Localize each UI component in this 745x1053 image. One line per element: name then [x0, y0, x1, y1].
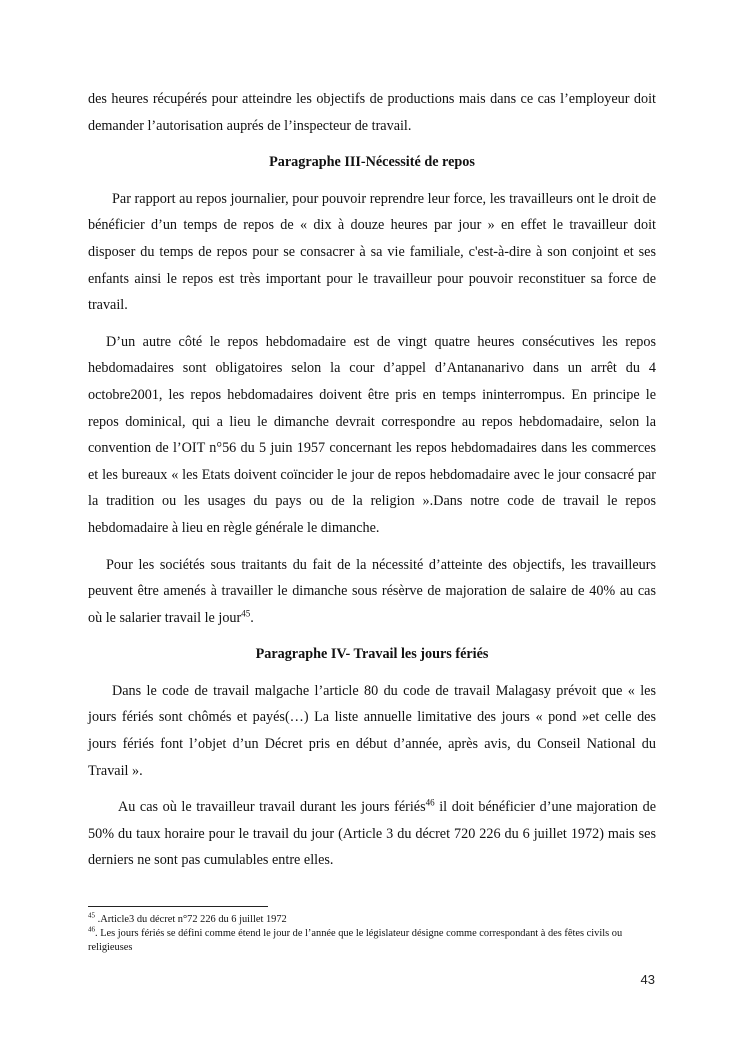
paragraph-repos-hebdomadaire: D’un autre côté le repos hebdomadaire est de vingt quatre heures consécutives les repos hebdomadaires sont obligatoires selon la cour d’appel d’Antananarivo dans un arrêt du 4 octobre2001, les repos hebdomadaires doivent être pris en temps ininterrompus. En principe le repos dominical, qui a lieu le dimanche devrait correspondre au repos hebdomadaire, selon la convention de l’OIT n°56 du 5 juin 1957 concernant les repos hebdomadaires dans les commerces et les bureaux « les Etats doivent coïncider le jour de repos hebdomadaire avec le jour consacré par la tradition ou les usages du pays ou de la religion ».Dans notre code de travail le repos hebdomadaire à lieu en règle générale le dimanche.	[88, 333, 656, 536]
paragraph-repos-journalier: Par rapport au repos journalier, pour pouvoir reprendre leur force, les travailleurs ont le droit de bénéficier d’un temps de repos de « dix à douze heures par jour » en effet le travailleur doit disposer du temps de repos pour se consacrer à sa vie familiale, c'est-à-dire à son conjoint et ses enfants ainsi le repos est très important pour le travailleur pour pouvoir reconstituer sa force de travail.	[88, 190, 656, 314]
section-heading-necessite-repos: Paragraphe III-Nécessité de repos	[269, 154, 475, 171]
footnotes	[88, 906, 656, 955]
paragraph-majoration	[88, 794, 656, 874]
paragraph-end: .	[250, 609, 254, 626]
page-number: 43	[640, 972, 655, 987]
footnote-number: 46	[88, 925, 95, 934]
footnote-ref-46[interactable]: 46	[425, 797, 435, 808]
footnote-divider	[88, 906, 268, 907]
footnote-number: 45	[88, 911, 95, 920]
footnote-text: . Les jours fériés se défini comme étend le jour de l’année que le législateur désigne comme correspondant à des fêtes civils ou religieuses	[88, 928, 623, 953]
footnote-45	[88, 913, 656, 927]
footnote-text: .Article3 du décret n°72 226 du 6 juillet 1972	[95, 914, 287, 925]
paragraph-intro: des heures récupérés pour atteindre les objectifs de productions mais dans ce cas l’employeur doit demander l’autorisation auprés de l’inspecteur de travail.	[88, 91, 656, 134]
section-heading-jours-feries: Paragraphe IV- Travail les jours fériés	[255, 646, 489, 663]
paragraph-code-travail-malgache: Dans le code de travail malgache l’article 80 du code de travail Malagasy prévoit que « les jours fériés sont chômés et payés(…) La liste annuelle limitative des jours « pond »et celle des jours fériés font l’objet d’un Décret pris en début d’année, après avis, du Conseil National du Travail ».	[88, 682, 656, 779]
paragraph-societes-sous-traitants	[88, 552, 656, 632]
paragraph-text: Au cas où le travailleur travail durant les jours fériés	[118, 799, 426, 816]
footnote-46	[88, 927, 656, 955]
paragraph-text-end: il doit bénéficier d’une majoration de 50% du taux horaire pour le travail du jour (Article 3 du décret 720 226 du 6 juillet 1972) mais ses derniers ne sont pas cumulables entre elles.	[88, 799, 656, 869]
footnote-ref-45[interactable]: 45	[241, 607, 251, 618]
document-body	[88, 86, 656, 884]
paragraph-text: Pour les sociétés sous traitants du fait de la nécessité d’atteinte des objectifs, les travailleurs peuvent être amenés à travailler le dimanche sous résèrve de majoration de salaire de 40% au cas où le salarier travail le jour	[88, 556, 656, 626]
